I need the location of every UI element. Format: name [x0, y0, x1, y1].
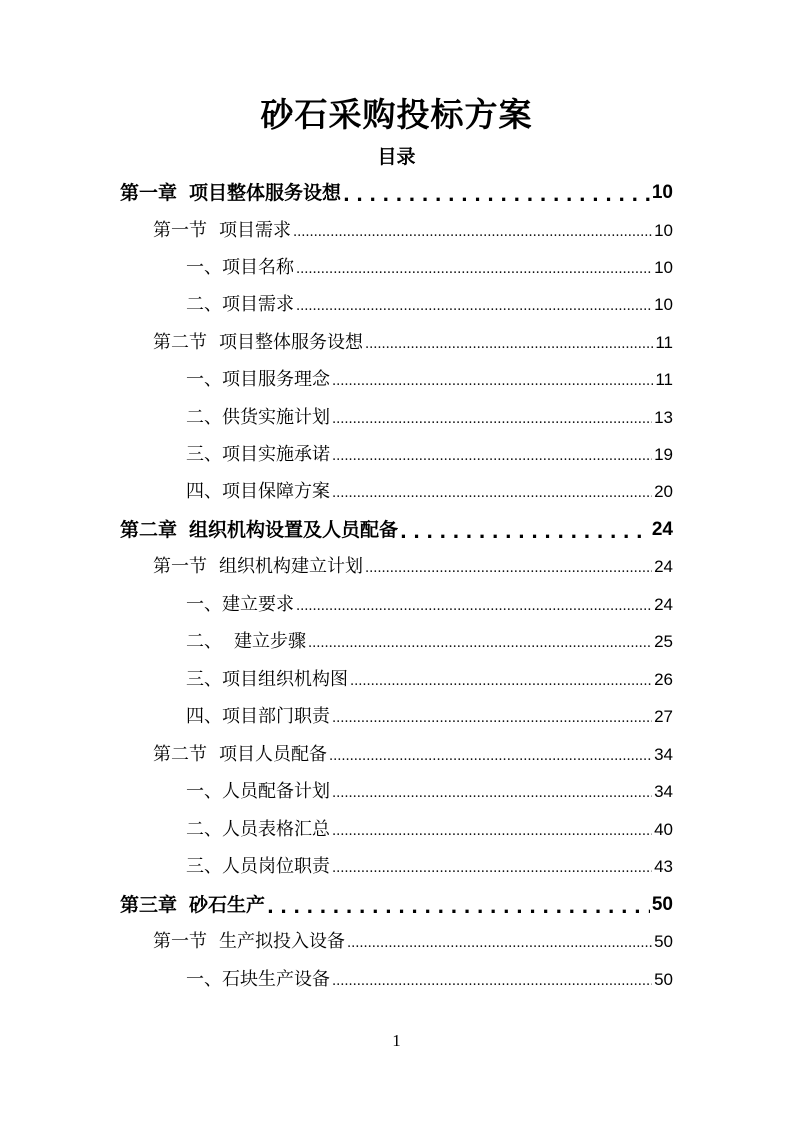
toc-text: 项目整体服务设想: [189, 182, 342, 204]
toc-number: 第二节: [153, 744, 207, 765]
toc-page-number: 26: [654, 670, 673, 689]
toc-leader: [267, 890, 650, 920]
document-title: 砂石采购投标方案: [260, 95, 533, 134]
toc-page-number: 40: [654, 820, 673, 839]
toc-number: 三、: [186, 444, 222, 465]
toc-number: 第三章: [120, 894, 178, 916]
toc-number: 二、: [186, 631, 222, 652]
toc-page-number: 10: [654, 258, 673, 277]
toc-leader: [296, 290, 652, 320]
toc-leader: [296, 590, 652, 620]
toc-leader: [332, 403, 652, 433]
toc-text: 项目名称: [222, 257, 294, 278]
toc-leader: [332, 965, 652, 995]
toc-number: 四、: [186, 706, 222, 727]
toc-page-number: 24: [654, 595, 673, 614]
toc-leader: [332, 702, 652, 732]
toc-item[interactable]: [186, 627, 673, 657]
toc-number: 一、: [186, 257, 222, 278]
toc-text: 项目实施承诺: [222, 444, 330, 465]
toc-section[interactable]: [153, 927, 673, 957]
toc-page-number: 10: [654, 221, 673, 240]
toc-chapter-1[interactable]: [120, 178, 673, 208]
toc-leader: [350, 665, 652, 695]
toc-page-number: 50: [651, 894, 673, 915]
toc-text: 项目服务理念: [222, 369, 330, 390]
toc-text: 项目需求: [222, 294, 294, 315]
toc-chapter-3[interactable]: [120, 890, 673, 920]
toc-number: 三、: [186, 856, 222, 877]
toc-item[interactable]: [186, 403, 673, 433]
toc-item[interactable]: [186, 815, 673, 845]
toc-page-number: 34: [654, 745, 673, 764]
toc-page-number: 19: [654, 445, 673, 464]
toc-number: 一、: [186, 594, 222, 615]
toc-leader: [332, 777, 652, 807]
toc-item[interactable]: [186, 665, 673, 695]
toc-page-number: 43: [654, 857, 673, 876]
toc-leader: [332, 477, 652, 507]
toc-number: 一、: [186, 369, 222, 390]
toc-number: 第一节: [153, 220, 207, 241]
toc-number: 二、: [186, 407, 222, 428]
toc-number: 二、: [186, 819, 222, 840]
toc-leader: [347, 927, 652, 957]
toc-page-number: 24: [654, 557, 673, 576]
toc-item[interactable]: [186, 253, 673, 283]
toc-page-number: 10: [654, 295, 673, 314]
toc-page-number: 27: [654, 707, 673, 726]
toc-number: 第二章: [120, 519, 178, 541]
toc-text: 砂石生产: [189, 894, 266, 916]
toc-page-number: 50: [654, 970, 673, 989]
toc-text: 项目需求: [219, 220, 291, 241]
toc-leader: [332, 440, 652, 470]
toc-text: 项目组织机构图: [222, 669, 348, 690]
toc-leader: [400, 515, 650, 545]
toc-text: 人员表格汇总: [222, 819, 330, 840]
toc-leader: [332, 365, 653, 395]
toc-page-number: 20: [654, 482, 673, 501]
toc-leader: [365, 552, 652, 582]
toc-item[interactable]: [186, 590, 673, 620]
toc-text: 组织机构设置及人员配备: [189, 519, 399, 541]
toc-section[interactable]: [153, 552, 673, 582]
toc-item[interactable]: [186, 365, 673, 395]
toc-leader: [332, 815, 652, 845]
toc-section[interactable]: [153, 216, 673, 246]
toc-page-number: 10: [651, 182, 673, 203]
toc-number: 四、: [186, 481, 222, 502]
toc-text: 生产拟投入设备: [219, 931, 345, 952]
toc-text: 项目人员配备: [219, 744, 327, 765]
toc-text: 石块生产设备: [222, 969, 330, 990]
toc-item[interactable]: [186, 702, 673, 732]
page-number: 1: [392, 1031, 401, 1050]
toc-number: 一、: [186, 781, 222, 802]
toc-page-number: 11: [655, 370, 673, 389]
toc-leader: [293, 216, 652, 246]
toc-item[interactable]: [186, 440, 673, 470]
toc-section[interactable]: [153, 328, 673, 358]
toc-text: 组织机构建立计划: [219, 556, 363, 577]
toc-item[interactable]: [186, 852, 673, 882]
toc-number: 一、: [186, 969, 222, 990]
toc-leader: [343, 178, 650, 208]
toc-heading: 目录: [377, 146, 416, 168]
toc-text: 项目保障方案: [222, 481, 330, 502]
toc-number: 三、: [186, 669, 222, 690]
toc-item[interactable]: [186, 477, 673, 507]
toc-item[interactable]: [186, 965, 673, 995]
toc-leader: [365, 328, 653, 358]
table-of-contents: [0, 174, 793, 1014]
toc-section[interactable]: [153, 740, 673, 770]
toc-text: 建立步骤: [234, 631, 306, 652]
toc-page-number: 11: [655, 333, 673, 352]
toc-number: 第一节: [153, 556, 207, 577]
toc-number: 第二节: [153, 332, 207, 353]
toc-page-number: 24: [651, 519, 673, 540]
toc-text: 项目整体服务设想: [219, 332, 363, 353]
toc-page-number: 13: [654, 408, 673, 427]
toc-page-number: 34: [654, 782, 673, 801]
toc-text: 人员岗位职责: [222, 856, 330, 877]
toc-leader: [308, 627, 652, 657]
toc-leader: [329, 740, 652, 770]
toc-text: 项目部门职责: [222, 706, 330, 727]
toc-number: 第一节: [153, 931, 207, 952]
toc-text: 供货实施计划: [222, 407, 330, 428]
toc-item[interactable]: [186, 777, 673, 807]
toc-page-number: 50: [654, 932, 673, 951]
toc-number: 第一章: [120, 182, 178, 204]
toc-text: 建立要求: [222, 594, 294, 615]
toc-leader: [296, 253, 652, 283]
toc-number: 二、: [186, 294, 222, 315]
toc-page-number: 25: [654, 632, 673, 651]
toc-chapter-2[interactable]: [120, 515, 673, 545]
toc-text: 人员配备计划: [222, 781, 330, 802]
toc-leader: [332, 852, 652, 882]
toc-item[interactable]: [186, 290, 673, 320]
